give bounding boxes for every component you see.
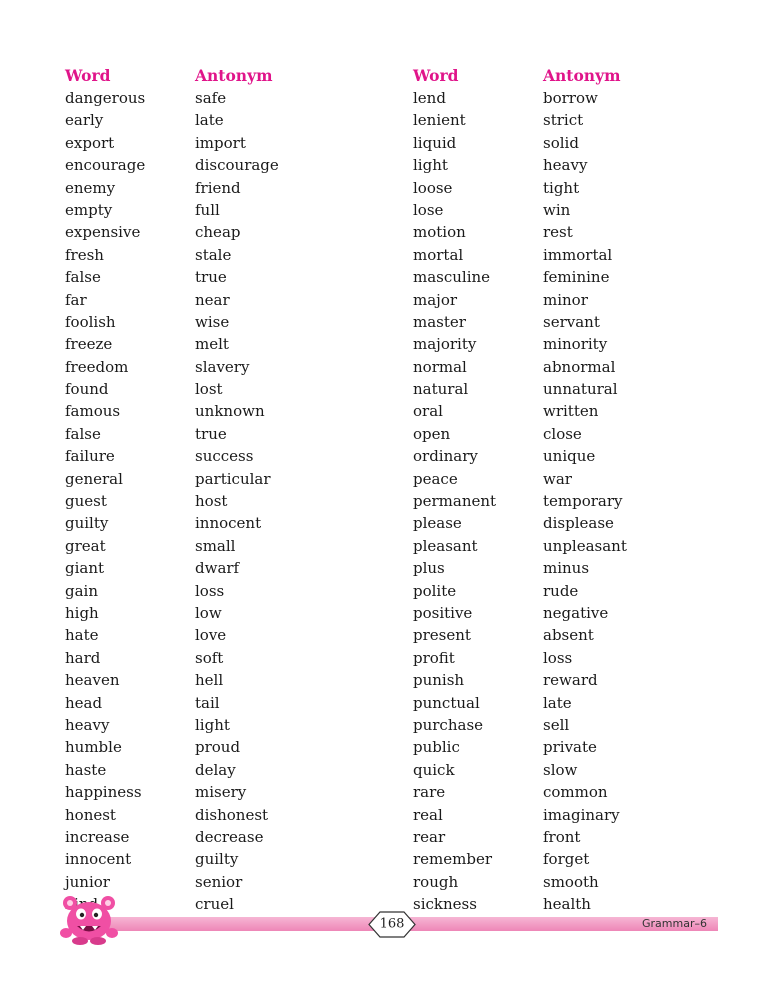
list-item: win: [543, 200, 571, 219]
list-item: heaven: [65, 671, 120, 690]
page-number: 168: [379, 916, 405, 932]
list-item: minor: [543, 290, 588, 309]
list-item: stale: [195, 245, 232, 264]
list-item: light: [195, 715, 230, 734]
list-item: common: [543, 783, 608, 802]
list-item: ordinary: [413, 447, 478, 466]
list-item: false: [65, 268, 101, 287]
list-item: dwarf: [195, 559, 240, 578]
list-item: mortal: [413, 245, 464, 264]
list-item: heavy: [543, 156, 588, 175]
list-item: late: [195, 111, 224, 130]
list-item: fresh: [65, 245, 104, 264]
list-item: happiness: [65, 783, 142, 802]
list-item: lenient: [413, 111, 466, 130]
list-item: borrow: [543, 89, 598, 107]
left-word-list: [65, 87, 145, 915]
list-item: unnatural: [543, 380, 618, 399]
list-item: private: [543, 738, 597, 757]
list-item: low: [195, 603, 222, 622]
list-item: temporary: [543, 492, 623, 511]
left-antonym-list: [195, 87, 279, 915]
list-item: failure: [65, 447, 115, 466]
list-item: loss: [543, 648, 573, 667]
list-item: innocent: [65, 850, 132, 869]
list-item: near: [195, 290, 230, 309]
list-item: encourage: [65, 156, 146, 175]
list-item: close: [543, 424, 582, 443]
list-item: profit: [413, 648, 455, 667]
list-item: increase: [65, 827, 130, 846]
right-word-header: Word: [413, 66, 459, 85]
monster-mascot-icon: [58, 893, 120, 945]
list-item: expensive: [65, 223, 141, 242]
right-word-list: [413, 87, 496, 915]
list-item: freeze: [65, 335, 113, 354]
list-item: unpleasant: [543, 536, 627, 555]
list-item: far: [65, 290, 87, 309]
list-item: lose: [413, 200, 444, 219]
list-item: cruel: [195, 895, 234, 914]
list-item: early: [65, 111, 104, 130]
list-item: motion: [413, 223, 466, 242]
list-item: strict: [543, 111, 584, 130]
list-item: written: [543, 402, 599, 421]
list-item: solid: [543, 133, 579, 152]
list-item: empty: [65, 200, 113, 219]
list-item: quick: [413, 760, 455, 779]
list-item: proud: [195, 738, 241, 757]
list-item: guilty: [65, 514, 109, 533]
list-item: high: [65, 603, 99, 622]
list-item: lend: [413, 89, 446, 107]
list-item: present: [413, 626, 471, 645]
list-item: feminine: [543, 268, 610, 287]
list-item: war: [543, 469, 572, 488]
list-item: positive: [413, 603, 473, 622]
list-item: forget: [543, 850, 590, 869]
list-item: host: [195, 492, 228, 511]
list-item: dangerous: [65, 89, 146, 107]
list-item: loss: [195, 581, 225, 600]
right-word-column: [413, 64, 496, 915]
list-item: minority: [543, 335, 608, 354]
right-antonym-list: [543, 87, 627, 915]
list-item: punctual: [413, 693, 480, 712]
list-item: true: [195, 424, 227, 443]
list-item: sell: [543, 715, 570, 734]
list-item: hard: [65, 648, 101, 667]
list-item: purchase: [413, 715, 484, 734]
list-item: love: [195, 626, 227, 645]
list-item: honest: [65, 805, 116, 824]
list-item: safe: [195, 89, 227, 107]
list-item: export: [65, 133, 115, 152]
list-item: oral: [413, 402, 443, 421]
list-item: displease: [543, 514, 614, 533]
list-item: junior: [65, 872, 110, 891]
list-item: gain: [65, 581, 99, 600]
list-item: decrease: [195, 827, 264, 846]
list-item: heavy: [65, 715, 110, 734]
list-item: loose: [413, 178, 453, 197]
list-item: peace: [413, 469, 458, 488]
list-item: imaginary: [543, 805, 620, 824]
list-item: tight: [543, 178, 580, 197]
list-item: small: [195, 536, 236, 555]
list-item: senior: [195, 872, 243, 891]
right-antonym-column: [543, 64, 627, 915]
list-item: masculine: [413, 268, 491, 287]
list-item: particular: [195, 469, 271, 488]
list-item: health: [543, 895, 591, 914]
list-item: guilty: [195, 850, 239, 869]
list-item: servant: [543, 312, 600, 331]
list-item: wise: [195, 312, 230, 331]
list-item: general: [65, 469, 123, 488]
left-word-header: Word: [65, 66, 111, 85]
list-item: unique: [543, 447, 596, 466]
right-antonym-header: Antonym: [543, 66, 621, 85]
list-item: tail: [195, 693, 220, 712]
list-item: remember: [413, 850, 493, 869]
list-item: false: [65, 424, 101, 443]
list-item: major: [413, 290, 458, 309]
list-item: enemy: [65, 178, 116, 197]
list-item: foolish: [65, 312, 116, 331]
list-item: great: [65, 536, 106, 555]
list-item: import: [195, 133, 246, 152]
list-item: discourage: [195, 156, 279, 175]
list-item: rough: [413, 872, 459, 891]
list-item: public: [413, 738, 460, 757]
list-item: rear: [413, 827, 446, 846]
left-word-column: [65, 64, 145, 915]
list-item: rude: [543, 581, 579, 600]
list-item: misery: [195, 783, 247, 802]
list-item: full: [195, 200, 220, 219]
list-item: haste: [65, 760, 107, 779]
list-item: normal: [413, 357, 467, 376]
list-item: rare: [413, 783, 446, 802]
list-item: light: [413, 156, 448, 175]
list-item: hell: [195, 671, 224, 690]
list-item: humble: [65, 738, 122, 757]
list-item: late: [543, 693, 572, 712]
list-item: master: [413, 312, 466, 331]
list-item: please: [413, 514, 462, 533]
list-item: real: [413, 805, 443, 824]
list-item: immortal: [543, 245, 613, 264]
left-antonym-header: Antonym: [195, 66, 273, 85]
list-item: natural: [413, 380, 469, 399]
list-item: lost: [195, 380, 223, 399]
list-item: polite: [413, 581, 457, 600]
list-item: hate: [65, 626, 99, 645]
list-item: friend: [195, 178, 241, 197]
list-item: freedom: [65, 357, 129, 376]
list-item: delay: [195, 760, 236, 779]
list-item: true: [195, 268, 227, 287]
list-item: reward: [543, 671, 598, 690]
list-item: sickness: [413, 895, 477, 914]
footer-label: Grammar–6: [642, 917, 707, 930]
list-item: dishonest: [195, 805, 269, 824]
list-item: melt: [195, 335, 229, 354]
list-item: unknown: [195, 402, 265, 421]
list-item: innocent: [195, 514, 262, 533]
list-item: soft: [195, 648, 224, 667]
list-item: punish: [413, 671, 465, 690]
list-item: giant: [65, 559, 105, 578]
list-item: famous: [65, 402, 121, 421]
list-item: rest: [543, 223, 573, 242]
list-item: slavery: [195, 357, 250, 376]
list-item: cheap: [195, 223, 241, 242]
left-antonym-column: [195, 64, 279, 915]
list-item: negative: [543, 603, 609, 622]
list-item: slow: [543, 760, 578, 779]
list-item: open: [413, 424, 451, 443]
list-item: abnormal: [543, 357, 616, 376]
list-item: head: [65, 693, 103, 712]
list-item: absent: [543, 626, 594, 645]
list-item: majority: [413, 335, 477, 354]
list-item: success: [195, 447, 254, 466]
list-item: minus: [543, 559, 590, 578]
list-item: guest: [65, 492, 107, 511]
list-item: smooth: [543, 872, 599, 891]
list-item: plus: [413, 559, 445, 578]
list-item: permanent: [413, 492, 497, 511]
list-item: liquid: [413, 133, 457, 152]
list-item: pleasant: [413, 536, 478, 555]
list-item: found: [65, 380, 109, 399]
list-item: front: [543, 827, 581, 846]
